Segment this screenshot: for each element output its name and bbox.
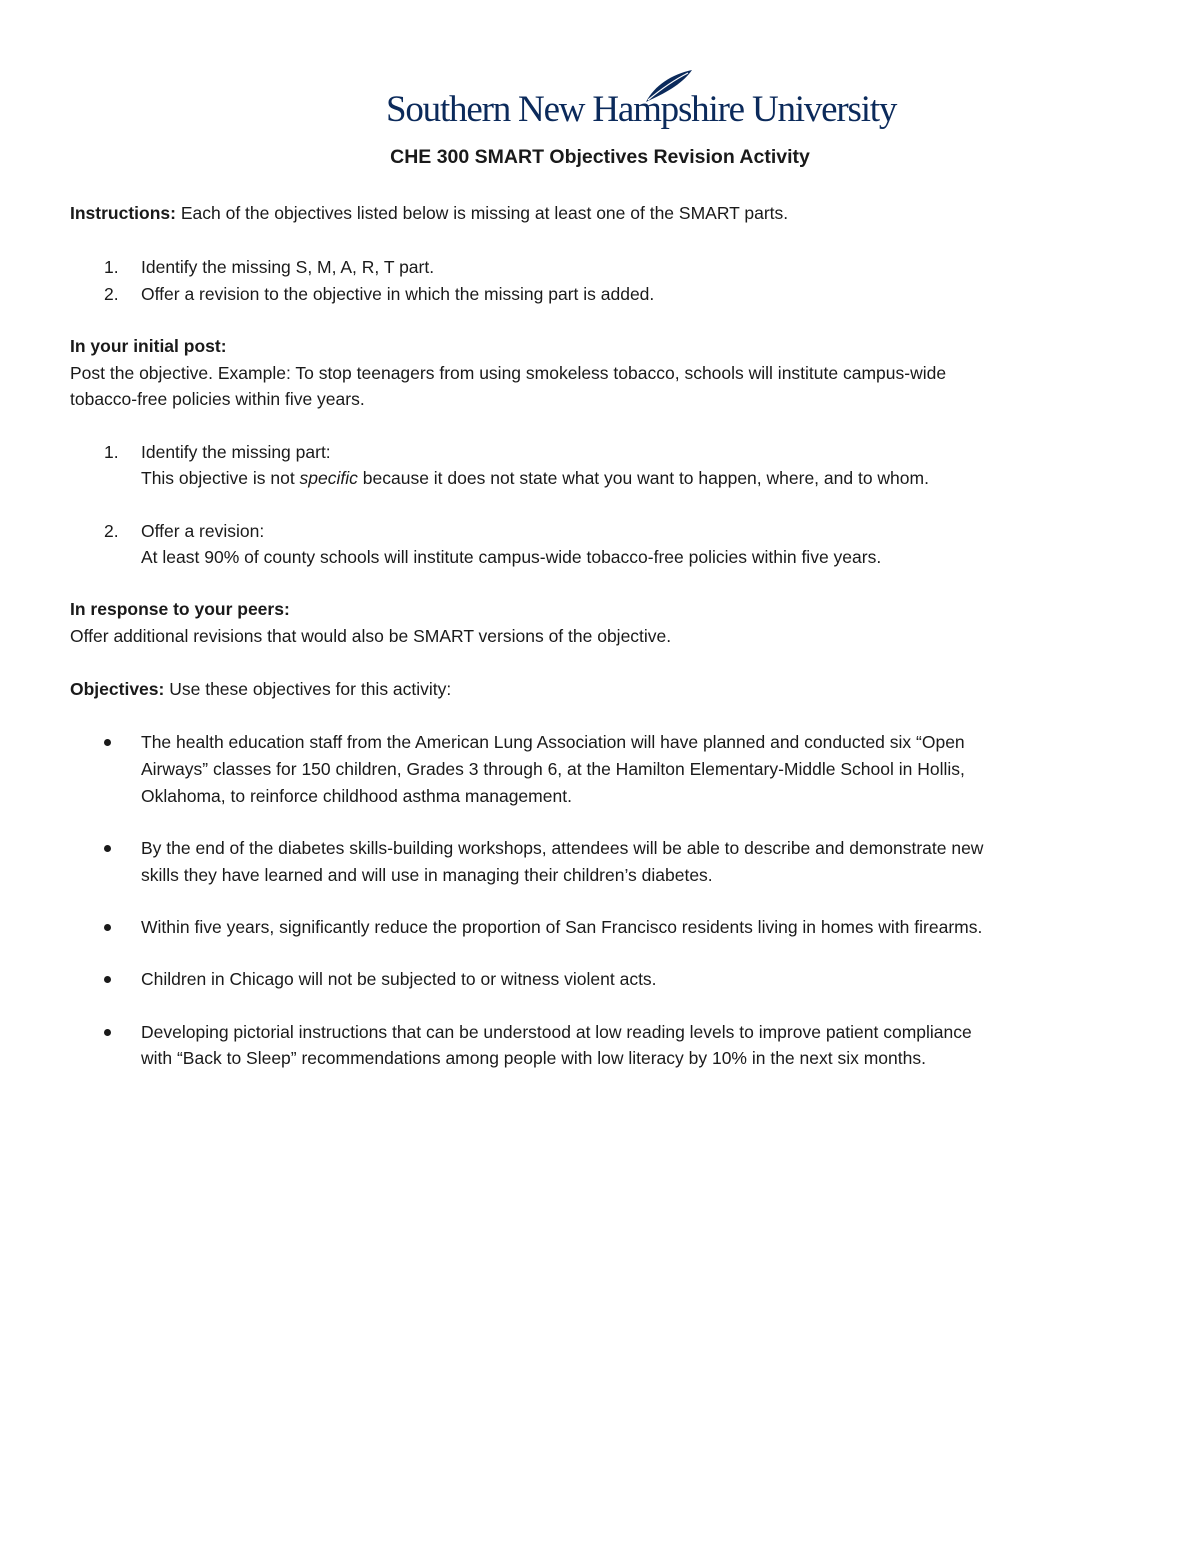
instructions-label: Instructions: [70,203,176,223]
objective-3-line-1: Within five years, significantly reduce the proportion of San Francisco residents living in homes with firearms. [141,917,983,937]
post-step-label-1: Identify the missing part: [141,442,331,462]
objective-5-line-2: with “Back to Sleep” recommendations among people with low literacy by 10% in the next six months. [141,1048,926,1068]
post-step-text-pre: This objective is not [141,468,300,488]
step-text-2: Offer a revision to the objective in which the missing part is added. [141,284,655,304]
instructions-text: Each of the objectives listed below is missing at least one of the SMART parts. [175,203,789,223]
objective-5-line-1: Developing pictorial instructions that can be understood at low reading levels to improve patient compliance [141,1022,972,1042]
objective-2-line-2: skills they have learned and will use in managing their children’s diabetes. [141,865,713,885]
objective-1-line-2: Airways” classes for 150 children, Grades 3 through 6, at the Hamilton Elementary-Middle School in Hollis, [141,759,965,779]
bullet-icon [104,917,111,931]
post-step-label-2: Offer a revision: [141,521,265,541]
post-step-number-1: 1. [104,442,119,462]
peers-text: Offer additional revisions that would also be SMART versions of the objective. [70,626,672,646]
post-step-text-emphasis: specific [299,468,358,488]
logo-text: Southern New Hampshire University [386,89,897,130]
initial-post-line-2: tobacco-free policies within five years. [70,389,365,409]
bullet-icon [104,732,111,746]
initial-post-line-1: Post the objective. Example: To stop teenagers from using smokeless tobacco, schools will institute campus-wide [70,363,947,383]
objectives-label: Objectives: [70,679,165,699]
peers-heading: In response to your peers: [70,599,290,619]
post-step-number-2: 2. [104,521,119,541]
post-step-text-2: At least 90% of county schools will institute campus-wide tobacco-free policies within five years. [141,547,882,567]
bullet-icon [104,838,111,852]
objectives-text: Use these objectives for this activity: [164,679,452,699]
step-number-1: 1. [104,257,119,277]
page-title: CHE 300 SMART Objectives Revision Activity [390,146,810,168]
bullet-icon [104,1022,111,1036]
instructions-line [70,203,788,224]
objective-1-line-3: Oklahoma, to reinforce childhood asthma management. [141,786,572,806]
step-number-2: 2. [104,284,119,304]
post-step-text-post: because it does not state what you want to happen, where, and to whom. [357,468,929,488]
post-step-text-1 [141,468,929,489]
objective-1-line-1: The health education staff from the American Lung Association will have planned and conducted six “Open [141,732,965,752]
university-logo [386,66,897,136]
step-text-1: Identify the missing S, M, A, R, T part. [141,257,435,277]
objectives-line [70,679,451,700]
initial-post-heading: In your initial post: [70,336,227,356]
objective-4-line-1: Children in Chicago will not be subjected to or witness violent acts. [141,969,657,989]
bullet-icon [104,969,111,983]
objective-2-line-1: By the end of the diabetes skills-building workshops, attendees will be able to describe and demonstrate new [141,838,984,858]
